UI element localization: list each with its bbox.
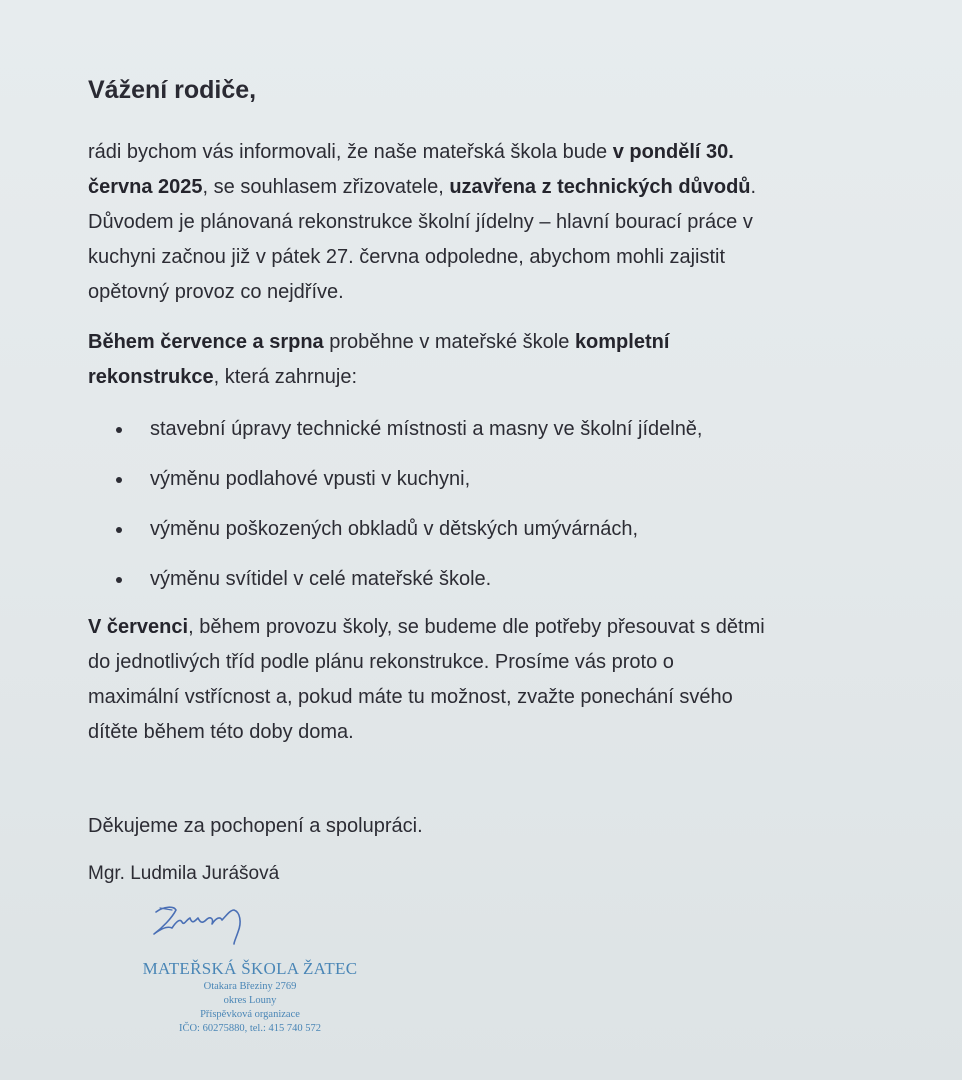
stamp-organization-type: Příspěvková organizace — [200, 1009, 300, 1020]
text-run: Důvodem je plánovaná rekonstrukce školní jídelny – hlavní bourací práce v — [88, 211, 753, 233]
text-run: proběhne v mateřské škole — [323, 331, 575, 353]
text-run: , se souhlasem zřizovatele, — [202, 176, 450, 198]
list-item-text: výměnu svítidel v celé mateřské škole. — [150, 568, 492, 590]
text-line — [88, 135, 898, 170]
list-item-text: výměnu podlahové vpusti v kuchyni, — [150, 468, 471, 490]
paragraph-july-operation — [88, 610, 898, 750]
text-line — [88, 170, 898, 205]
emphasized-text: V červenci — [88, 616, 189, 638]
list-item-text: stavební úpravy technické místnosti a masny ve školní jídelně, — [150, 418, 703, 440]
emphasized-text: Během července a srpna — [88, 331, 324, 353]
school-stamp — [110, 958, 390, 1036]
stamp-ico-phone: IČO: 60275880, tel.: 415 740 572 — [178, 1023, 322, 1034]
text-line — [88, 325, 898, 360]
reconstruction-list — [88, 412, 908, 612]
closing-thanks: Děkujeme za pochopení a spolupráci. — [88, 815, 423, 837]
emphasized-text: rekonstrukce — [88, 366, 214, 388]
text-run: kuchyni začnou již v pátek 27. června odpoledne, abychom mohli zajistit — [88, 246, 726, 268]
text-line — [88, 240, 898, 275]
text-run: , během provozu školy, se budeme dle potřeby přesouvat s dětmi — [188, 616, 765, 638]
text-line — [88, 610, 898, 645]
text-run: do jednotlivých tříd podle plánu rekonstrukce. Prosíme vás proto o — [88, 651, 674, 673]
greeting: Vážení rodiče, — [88, 76, 257, 104]
text-line — [88, 715, 898, 750]
stamp-district: okres Louny — [223, 995, 277, 1006]
paragraph-reconstruction-intro — [88, 325, 898, 395]
paragraph-closure-notice — [88, 135, 898, 310]
bullet-dot-icon — [116, 477, 122, 483]
bullet-dot-icon — [116, 527, 122, 533]
bullet-dot-icon — [116, 577, 122, 583]
text-line — [88, 360, 898, 395]
stamp-school-name: MATEŘSKÁ ŠKOLA ŽATEC — [142, 959, 358, 978]
bullet-dot-icon — [116, 427, 122, 433]
emphasized-text: v pondělí 30. — [612, 141, 734, 163]
emphasized-text: června 2025 — [88, 176, 203, 198]
signature — [150, 898, 265, 948]
signer-name: Mgr. Ludmila Jurášová — [88, 863, 280, 884]
emphasized-text: kompletní — [574, 331, 670, 353]
text-run: rádi bychom vás informovali, že naše mateřská škola bude — [88, 141, 613, 163]
text-line — [88, 275, 898, 310]
text-line — [88, 680, 898, 715]
list-item — [88, 512, 908, 562]
list-item — [88, 412, 908, 462]
text-run: opětovný provoz co nejdříve. — [88, 281, 344, 303]
stamp-address: Otakara Březiny 2769 — [203, 981, 297, 992]
text-run: maximální vstřícnost a, pokud máte tu možnost, zvažte ponechání svého — [88, 686, 733, 708]
emphasized-text: uzavřena z technických důvodů — [449, 176, 751, 198]
list-item — [88, 562, 908, 612]
text-line — [88, 645, 898, 680]
text-run: . — [750, 176, 757, 198]
text-run: dítěte během této doby doma. — [88, 721, 354, 743]
list-item-text: výměnu poškozených obkladů v dětských umývárnách, — [150, 518, 639, 540]
list-item — [88, 462, 908, 512]
text-run: , která zahrnuje: — [213, 366, 358, 388]
text-line — [88, 205, 898, 240]
